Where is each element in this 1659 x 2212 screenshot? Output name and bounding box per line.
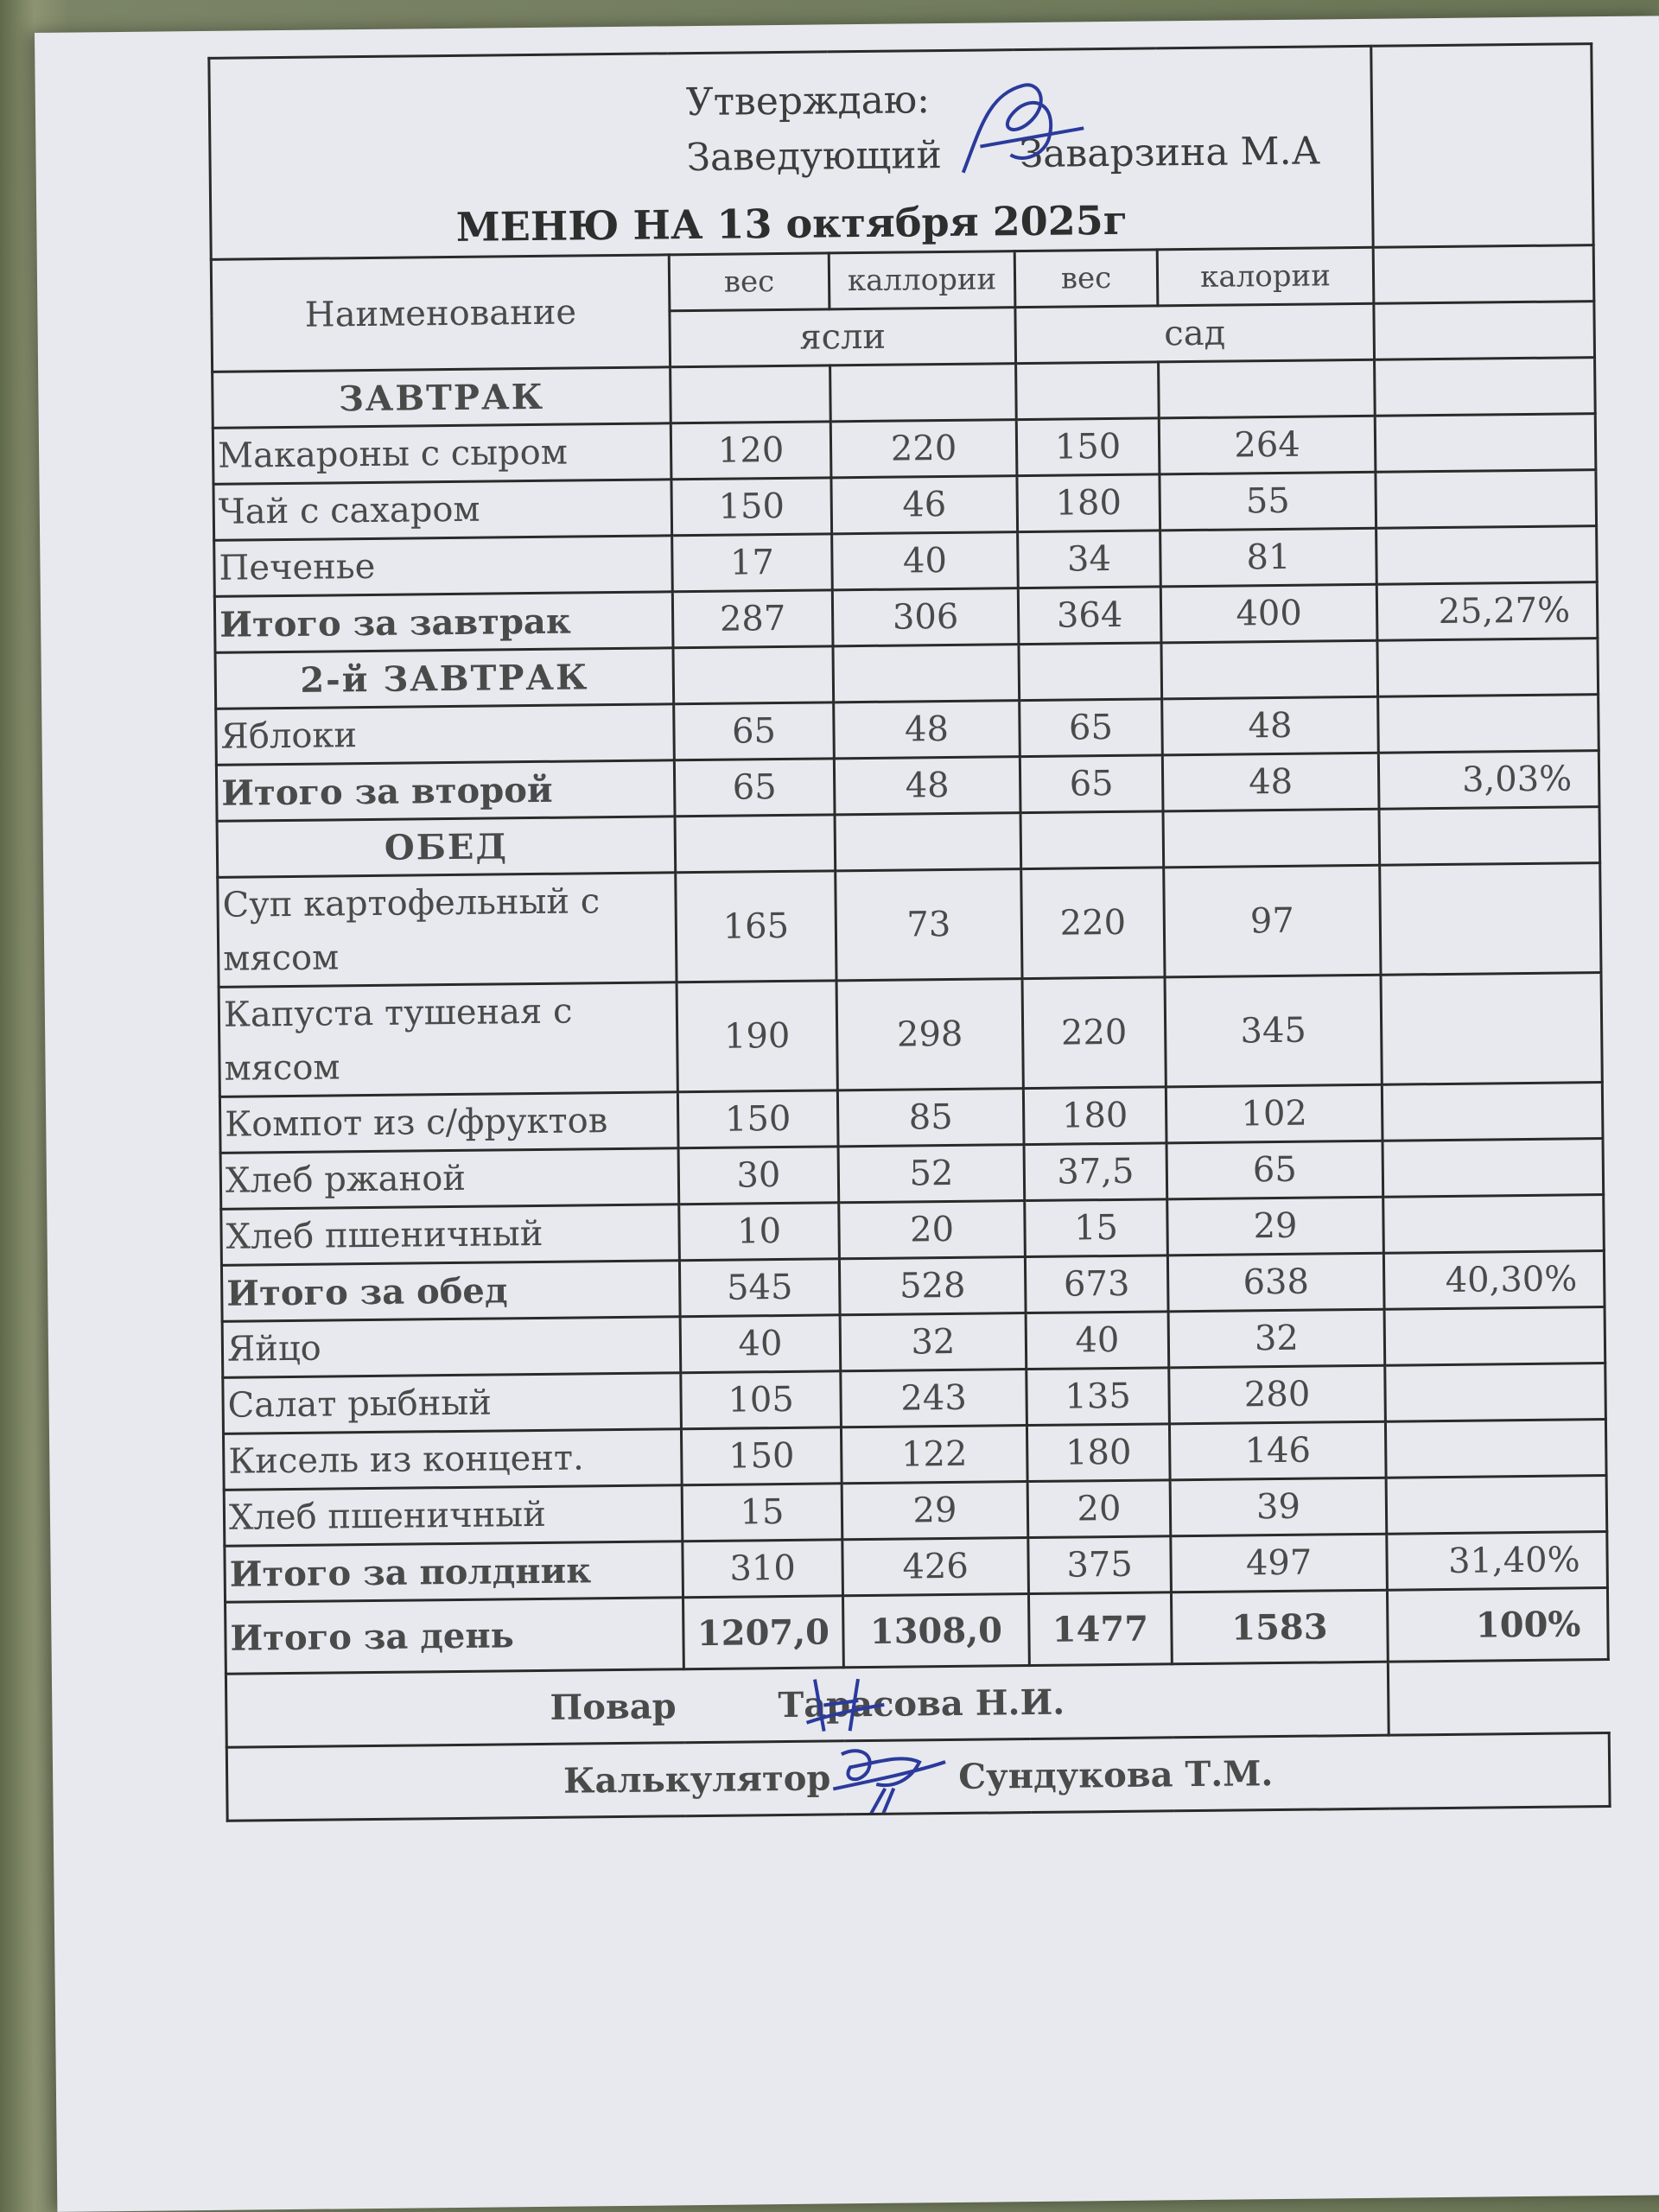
dish-name: Макароны с сыром (213, 423, 671, 485)
cook-label: Повар (550, 1685, 677, 1728)
calories-cell: 20 (839, 1201, 1026, 1259)
percent-cell (1376, 470, 1597, 529)
empty-cell (830, 364, 1017, 422)
percent-cell (1378, 695, 1599, 753)
section-title: ЗАВТРАК (213, 367, 671, 429)
weight-cell: 65 (674, 702, 835, 760)
weight-cell: 180 (1023, 1087, 1166, 1145)
weight-cell: 150 (671, 478, 832, 536)
table-row (218, 863, 1601, 988)
calories-cell: 122 (841, 1426, 1027, 1484)
calories-cell: 48 (834, 701, 1020, 759)
name-column-header: Наименование (211, 255, 670, 372)
percent-cell (1386, 1476, 1607, 1535)
dish-name: Итого за завтрак (214, 592, 673, 653)
percent-cell: 3,03% (1378, 751, 1599, 810)
menu-sheet (35, 16, 1659, 2212)
table-row (219, 973, 1602, 1097)
calories-cell: 426 (842, 1538, 1029, 1596)
weight-cell: 180 (1017, 474, 1160, 532)
cook-name: Тарасова Н.И. (778, 1681, 1065, 1726)
weight-cell: 310 (683, 1540, 843, 1598)
weight-header-nursery: вес (669, 253, 830, 311)
weight-cell: 40 (680, 1315, 841, 1373)
empty-cell (1020, 811, 1164, 869)
calories-cell: 65 (1166, 1141, 1383, 1199)
calories-cell: 29 (842, 1482, 1028, 1540)
empty-cell (833, 645, 1020, 702)
calories-cell: 32 (1168, 1309, 1385, 1368)
calories-header-nursery: каллории (829, 251, 1015, 309)
percent-cell (1380, 863, 1601, 976)
approval-block (209, 46, 1373, 259)
dish-name: Чай с сахаром (213, 480, 672, 541)
weight-cell: 105 (681, 1371, 842, 1429)
calories-cell: 97 (1164, 865, 1381, 977)
empty-cell (1016, 362, 1160, 420)
weight-cell: 150 (1016, 418, 1160, 476)
dish-name: Салат рыбный (223, 1373, 682, 1434)
calories-cell: 1583 (1171, 1590, 1388, 1664)
calories-cell: 39 (1170, 1478, 1387, 1536)
weight-cell: 150 (677, 1090, 838, 1148)
weight-cell: 180 (1027, 1424, 1170, 1482)
percent-cell: 25,27% (1376, 582, 1598, 641)
calories-cell: 102 (1166, 1084, 1382, 1143)
dish-name: Яблоки (216, 704, 675, 766)
calories-cell: 55 (1160, 472, 1376, 531)
dish-name: Кисель из концент. (223, 1429, 682, 1491)
percent-cell (1376, 526, 1598, 585)
percent-cell (1375, 414, 1596, 473)
calories-cell: 73 (836, 869, 1022, 981)
percent-cell (1385, 1420, 1606, 1478)
empty-cell (675, 815, 836, 873)
percent-cell: 100% (1387, 1588, 1608, 1662)
calories-cell: 528 (839, 1257, 1026, 1315)
weight-cell: 135 (1027, 1368, 1170, 1426)
calories-cell: 280 (1169, 1365, 1386, 1424)
weight-cell: 190 (677, 981, 837, 1092)
calc-signature-line (226, 1733, 1610, 1821)
dish-name: Компот из с/фруктов (219, 1092, 678, 1154)
empty-cell (1161, 640, 1378, 699)
dish-name: Яйцо (222, 1317, 681, 1378)
calories-cell: 264 (1159, 416, 1376, 474)
weight-cell: 17 (672, 534, 833, 592)
calc-label: Калькулятор (563, 1757, 831, 1802)
empty-cell (1163, 809, 1380, 868)
head-signature (928, 76, 1102, 190)
percent-cell (1382, 1083, 1603, 1141)
section-title: 2-й ЗАВТРАК (215, 648, 674, 709)
head-position: Заведующий (686, 133, 943, 181)
weight-cell: 37,5 (1024, 1143, 1167, 1201)
calc-signature (824, 1736, 955, 1821)
calories-header-garden: калории (1157, 247, 1374, 306)
percent-cell (1383, 1195, 1605, 1254)
weight-cell: 34 (1018, 531, 1161, 588)
weight-cell: 1477 (1028, 1592, 1172, 1666)
dish-name: Итого за обед (221, 1261, 680, 1322)
group-nursery: ясли (670, 308, 1016, 367)
calories-cell: 1308,0 (842, 1594, 1029, 1668)
calories-cell: 40 (832, 532, 1019, 590)
weight-cell: 545 (679, 1259, 840, 1317)
menu-document (207, 42, 1617, 1822)
weight-cell: 15 (1025, 1199, 1168, 1257)
dish-name: Хлеб пшеничный (224, 1485, 683, 1547)
percent-cell (1381, 973, 1602, 1085)
empty-cell (673, 646, 834, 704)
header-extra-cell (1371, 44, 1593, 248)
cook-signature (798, 1670, 893, 1740)
cook-row (226, 1660, 1609, 1748)
weight-cell: 40 (1026, 1312, 1169, 1370)
empty-cell (1375, 358, 1596, 416)
calc-row (226, 1733, 1610, 1821)
section-title: ОБЕД (217, 817, 676, 878)
footer-blank (1388, 1660, 1609, 1736)
head-name: Заварзина М.А (1019, 129, 1321, 177)
weight-cell: 10 (679, 1203, 840, 1261)
weight-cell: 65 (1020, 699, 1163, 757)
weight-cell: 220 (1022, 977, 1166, 1089)
weight-cell: 1207,0 (683, 1596, 844, 1669)
calories-cell: 48 (1162, 753, 1379, 811)
weight-cell: 65 (674, 759, 835, 817)
dish-name: Хлеб пшеничный (221, 1205, 680, 1266)
weight-cell: 30 (678, 1147, 839, 1205)
header-extra-cell (1374, 302, 1595, 360)
calories-cell: 497 (1171, 1534, 1388, 1592)
weight-cell: 20 (1027, 1480, 1171, 1538)
weight-cell: 15 (682, 1484, 842, 1541)
group-garden: сад (1015, 303, 1375, 363)
weight-header-garden: вес (1014, 250, 1158, 308)
weight-cell: 65 (1020, 755, 1163, 813)
dish-name: Суп картофельный с мясом (218, 873, 677, 988)
percent-cell (1382, 1139, 1604, 1198)
page-title: МЕНЮ НА 13 октября 2025г (455, 196, 1128, 251)
calories-cell: 48 (1162, 696, 1379, 755)
calories-cell: 48 (834, 757, 1020, 815)
approve-label: Утверждаю: (685, 78, 931, 125)
percent-cell: 31,40% (1387, 1532, 1608, 1591)
calc-name: Сундукова Т.М. (958, 1752, 1274, 1797)
dish-name: Печенье (214, 536, 673, 597)
empty-cell (1379, 807, 1600, 866)
weight-cell: 673 (1025, 1255, 1168, 1313)
calories-cell: 81 (1160, 528, 1377, 587)
weight-cell: 220 (1021, 868, 1165, 979)
calories-cell: 29 (1167, 1197, 1384, 1255)
calories-cell: 52 (838, 1145, 1025, 1203)
calories-cell: 220 (830, 420, 1017, 478)
calories-cell: 243 (841, 1370, 1027, 1427)
empty-cell (1019, 643, 1162, 701)
empty-cell (1377, 639, 1599, 697)
percent-cell (1384, 1307, 1605, 1366)
header-row (209, 44, 1593, 260)
dish-name: Итого за второй (216, 760, 675, 822)
weight-cell: 165 (676, 871, 836, 982)
calories-cell: 345 (1165, 975, 1382, 1087)
empty-cell (1159, 359, 1376, 418)
weight-cell: 287 (672, 590, 833, 648)
dish-name: Хлеб ржаной (220, 1148, 679, 1210)
menu-table (207, 42, 1611, 1822)
calories-cell: 46 (831, 476, 1018, 534)
percent-cell (1385, 1363, 1606, 1422)
weight-cell: 120 (671, 422, 831, 480)
calories-cell: 306 (832, 588, 1019, 646)
empty-cell (671, 365, 831, 423)
calories-cell: 298 (836, 979, 1023, 1090)
cook-signature-line (226, 1662, 1389, 1747)
weight-cell: 364 (1018, 587, 1161, 645)
calories-cell: 146 (1169, 1421, 1386, 1480)
dish-name: Итого за день (226, 1598, 684, 1675)
weight-cell: 150 (681, 1427, 842, 1485)
calories-cell: 85 (837, 1089, 1024, 1147)
dish-name: Итого за полдник (225, 1541, 683, 1603)
header-extra-cell (1373, 245, 1594, 304)
weight-cell: 375 (1028, 1536, 1172, 1594)
calories-cell: 638 (1167, 1253, 1384, 1312)
calories-cell: 400 (1160, 584, 1377, 643)
empty-cell (835, 813, 1021, 871)
calories-cell: 32 (840, 1313, 1027, 1371)
dish-name: Капуста тушеная с мясом (219, 982, 677, 1097)
percent-cell: 40,30% (1383, 1251, 1605, 1310)
